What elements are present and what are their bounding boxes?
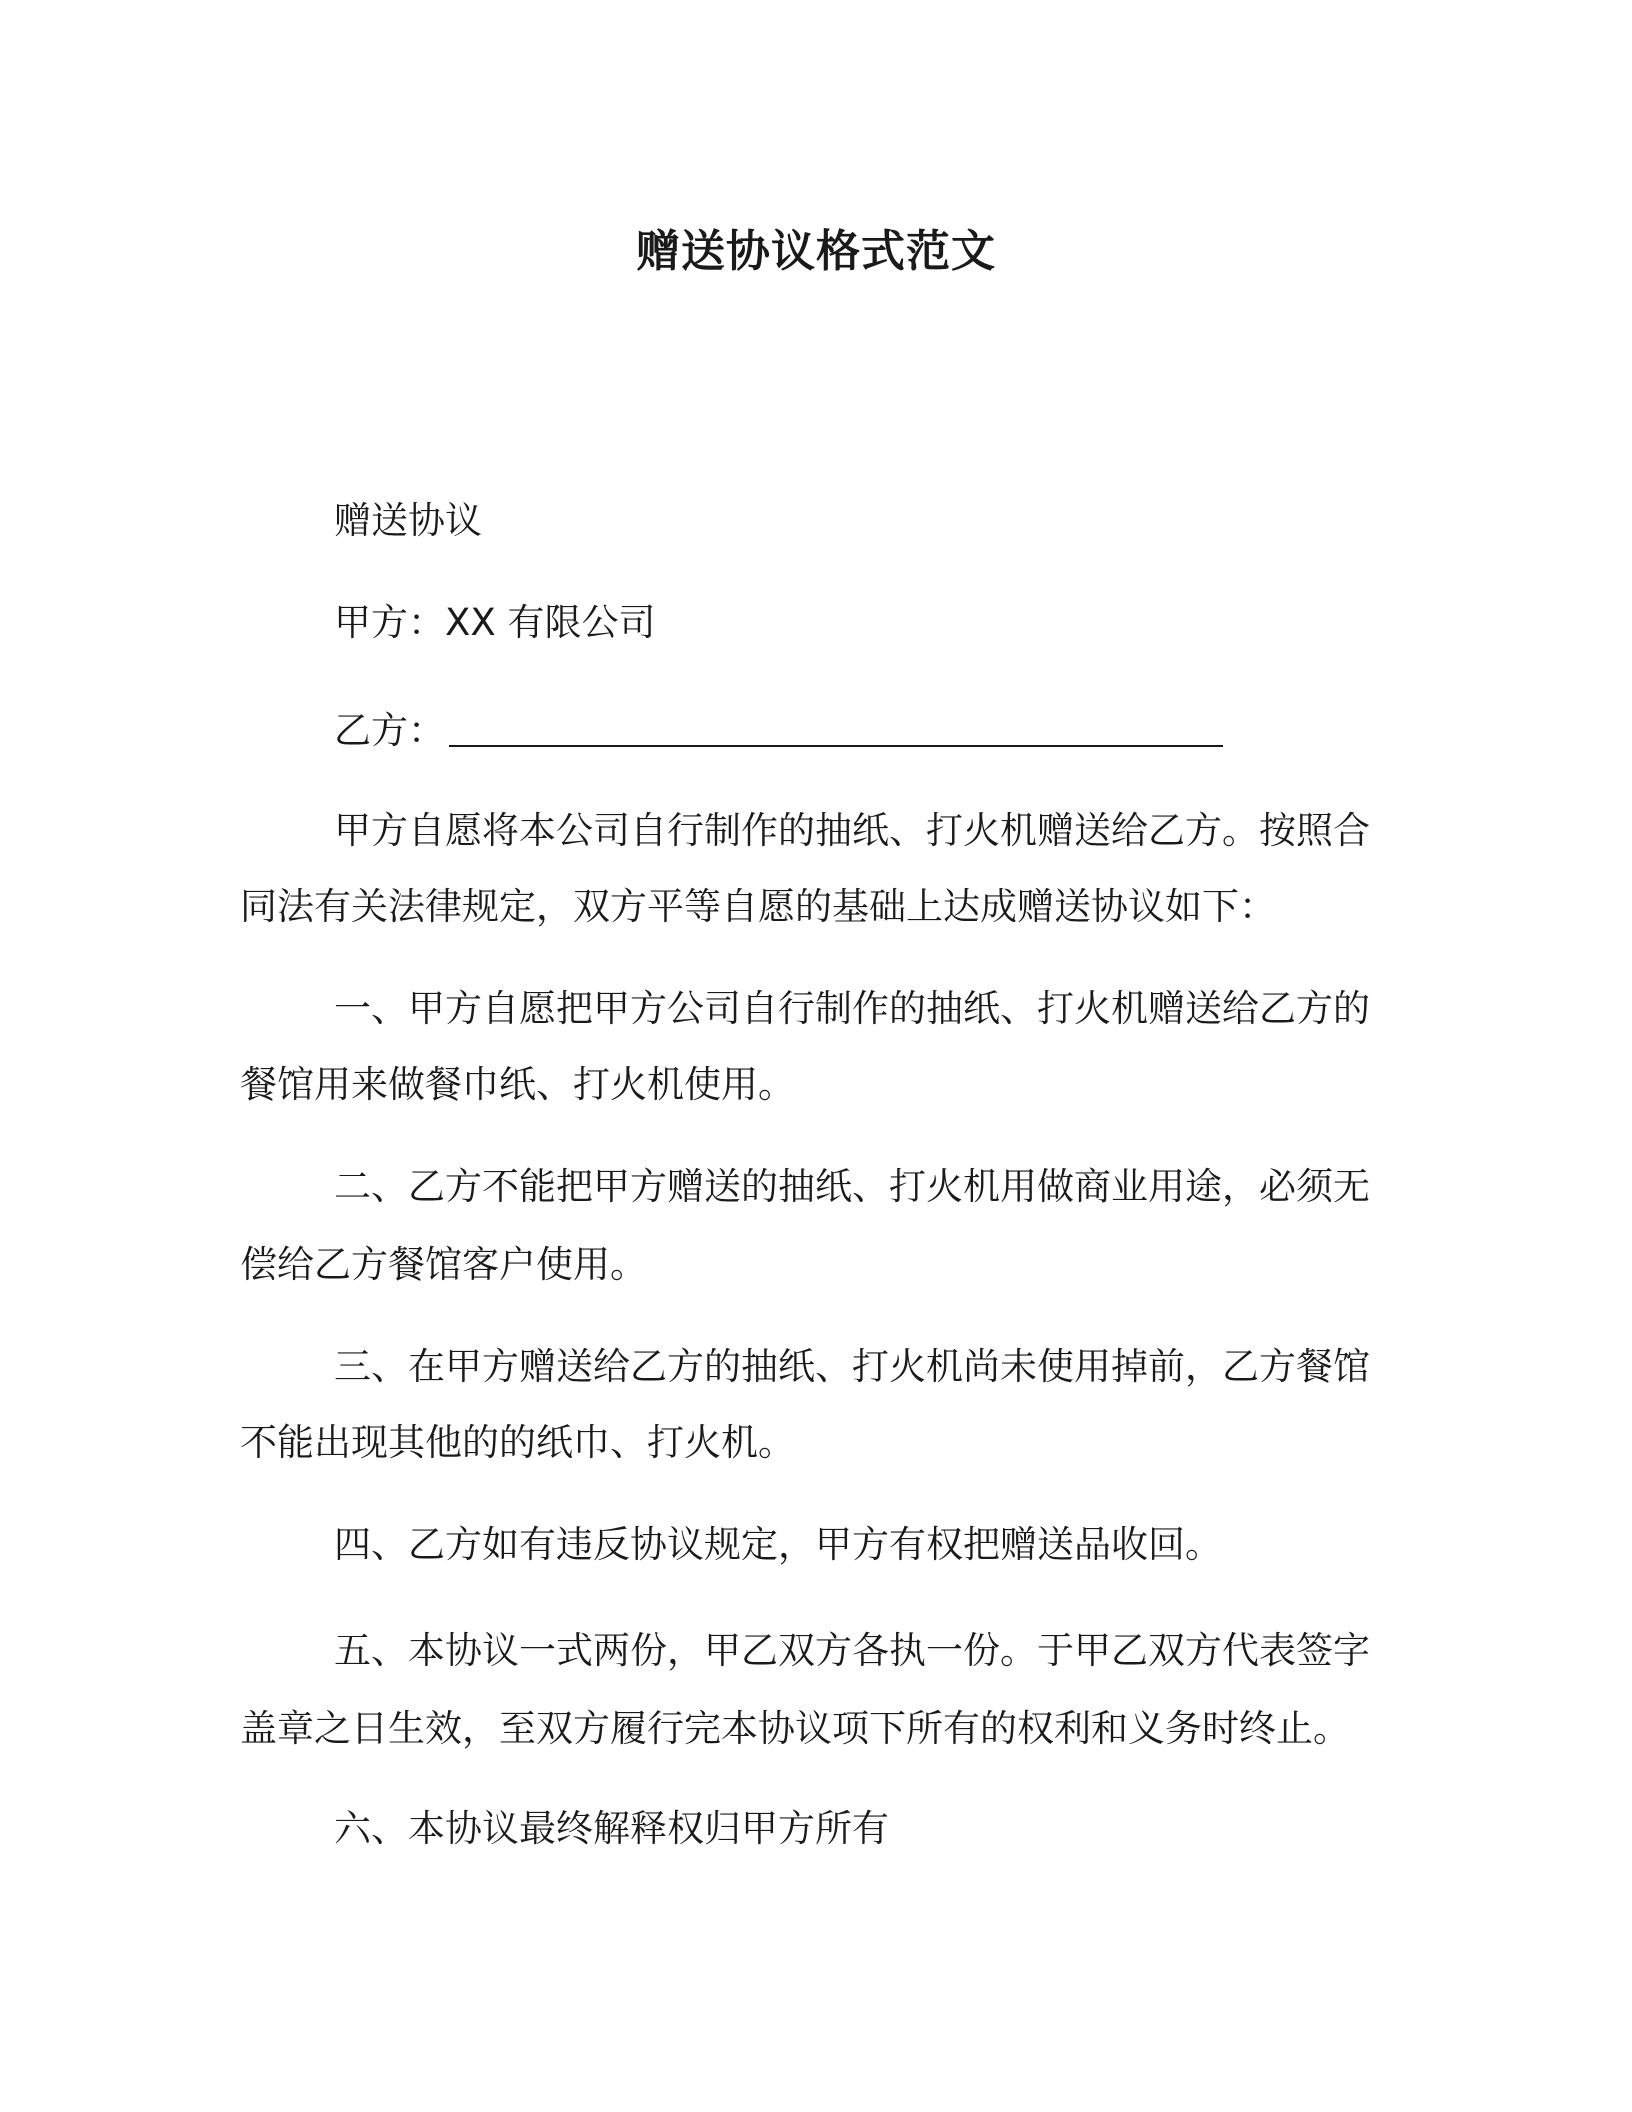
agreement-heading: 赠送协议 <box>334 499 482 542</box>
clause-5-line-2: 盖章之日生效，至双方履行完本协议项下所有的权利和义务时终止。 <box>240 1707 1350 1750</box>
clause-1-line-1: 一、甲方自愿把甲方公司自行制作的抽纸、打火机赠送给乙方的 <box>334 987 1370 1030</box>
intro-line-2: 同法有关法律规定，双方平等自愿的基础上达成赠送协议如下： <box>240 885 1276 928</box>
clause-4-line-1: 四、乙方如有违反协议规定，甲方有权把赠送品收回。 <box>334 1523 1222 1566</box>
clause-2-line-1: 二、乙方不能把甲方赠送的抽纸、打火机用做商业用途，必须无 <box>334 1165 1370 1208</box>
clause-3-line-2: 不能出现其他的的纸巾、打火机。 <box>240 1421 795 1464</box>
clause-5-line-1: 五、本协议一式两份，甲乙双方各执一份。于甲乙双方代表签字 <box>334 1629 1370 1672</box>
clause-2-line-2: 偿给乙方餐馆客户使用。 <box>240 1243 647 1286</box>
party-a-line <box>334 598 655 648</box>
party-a-label: 甲方： <box>334 601 445 644</box>
party-b-label: 乙方： <box>334 709 445 752</box>
clause-6-line-1: 六、本协议最终解释权归甲方所有 <box>334 1807 889 1850</box>
document-title: 赠送协议格式范文 <box>636 226 996 277</box>
clause-1-line-2: 餐馆用来做餐巾纸、打火机使用。 <box>240 1063 795 1106</box>
intro-line-1: 甲方自愿将本公司自行制作的抽纸、打火机赠送给乙方。按照合 <box>334 809 1370 852</box>
party-b-blank <box>449 709 1223 747</box>
party-b-line <box>334 706 1223 756</box>
party-a-value: XX 有限公司 <box>445 601 656 644</box>
clause-3-line-1: 三、在甲方赠送给乙方的抽纸、打火机尚未使用掉前，乙方餐馆 <box>334 1345 1370 1388</box>
